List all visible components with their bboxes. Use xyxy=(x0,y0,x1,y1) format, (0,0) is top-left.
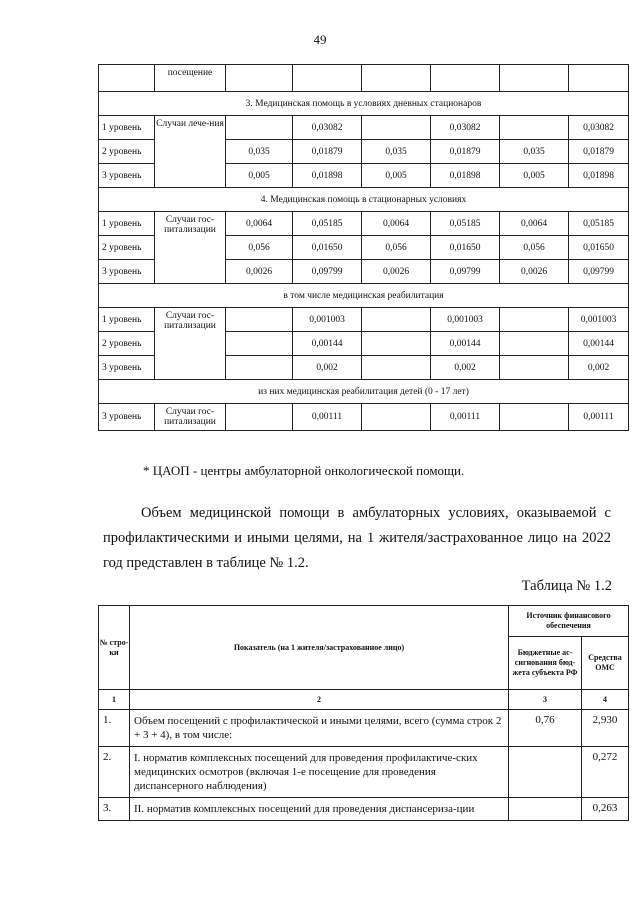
header-funding-source: Источник финансового обеспечения xyxy=(509,606,629,637)
column-index-row xyxy=(99,690,629,710)
table-row xyxy=(99,212,629,236)
value-cell: 0,0064 xyxy=(226,212,293,236)
value-cell xyxy=(500,404,569,431)
section-header-row xyxy=(99,188,629,212)
row-number: 3. xyxy=(99,798,130,821)
budget-value xyxy=(509,747,582,798)
level-cell: 3 уровень xyxy=(99,260,155,284)
value-cell: 0,035 xyxy=(500,140,569,164)
table-row xyxy=(99,116,629,140)
page-number: 49 xyxy=(313,32,327,47)
value-cell: 0,01879 xyxy=(569,140,629,164)
value-cell: 0,09799 xyxy=(431,260,500,284)
level-cell: 1 уровень xyxy=(99,308,155,332)
category-cell: посещение xyxy=(155,65,226,92)
value-cell: 0,0064 xyxy=(500,212,569,236)
level-cell: 3 уровень xyxy=(99,356,155,380)
value-cell: 0,01879 xyxy=(293,140,362,164)
oms-value: 0,272 xyxy=(582,747,629,798)
oms-value: 0,263 xyxy=(582,798,629,821)
value-cell xyxy=(500,65,569,92)
row-number: 1. xyxy=(99,710,130,747)
value-cell: 0,09799 xyxy=(293,260,362,284)
header-oms: Средства ОМС xyxy=(582,637,629,690)
section-header-row xyxy=(99,284,629,308)
value-cell: 0,002 xyxy=(293,356,362,380)
category-cell: Случаи гос-питализации xyxy=(155,404,226,431)
value-cell: 0,056 xyxy=(226,236,293,260)
value-cell: 0,0064 xyxy=(362,212,431,236)
category-cell: Случаи гос-питализации xyxy=(155,212,226,284)
level-cell: 3 уровень xyxy=(99,404,155,431)
value-cell: 0,01898 xyxy=(293,164,362,188)
value-cell: 0,002 xyxy=(569,356,629,380)
level-cell: 1 уровень xyxy=(99,116,155,140)
empty-cell xyxy=(99,65,155,92)
value-cell: 0,05185 xyxy=(569,212,629,236)
value-cell xyxy=(362,116,431,140)
value-cell xyxy=(500,116,569,140)
value-cell: 0,00144 xyxy=(293,332,362,356)
value-cell: 0,01650 xyxy=(293,236,362,260)
budget-value xyxy=(509,798,582,821)
value-cell xyxy=(362,308,431,332)
value-cell: 0,00144 xyxy=(431,332,500,356)
section-title: из них медицинская реабилитация детей (0 - 17 лет) xyxy=(99,380,629,404)
value-cell xyxy=(362,356,431,380)
column-index: 4 xyxy=(582,690,629,710)
table-row xyxy=(99,798,629,821)
section-title: 3. Медицинская помощь в условиях дневных стационаров xyxy=(99,92,629,116)
body-paragraph xyxy=(103,501,611,576)
value-cell: 0,00144 xyxy=(569,332,629,356)
budget-value: 0,76 xyxy=(509,710,582,747)
value-cell xyxy=(569,65,629,92)
header-budget: Бюджетные ас-сигнования бюд-жета субъекта РФ xyxy=(509,637,582,690)
value-cell xyxy=(226,332,293,356)
value-cell: 0,035 xyxy=(226,140,293,164)
level-cell: 3 уровень xyxy=(99,164,155,188)
section-header-row xyxy=(99,92,629,116)
value-cell xyxy=(500,308,569,332)
value-cell xyxy=(226,404,293,431)
value-cell: 0,00111 xyxy=(293,404,362,431)
value-cell xyxy=(431,65,500,92)
value-cell: 0,005 xyxy=(500,164,569,188)
value-cell: 0,01879 xyxy=(431,140,500,164)
paragraph-text: Объем медицинской помощи в амбулаторных условиях, оказываемой с профилактическими и иными целями, на 1 жителя/застрахованное лицо на 2022 год представлен в таблице № 1.2. xyxy=(103,505,611,571)
value-cell: 0,056 xyxy=(500,236,569,260)
level-cell: 2 уровень xyxy=(99,236,155,260)
value-cell: 0,01898 xyxy=(431,164,500,188)
volume-table-continuation xyxy=(98,64,629,431)
header-indicator: Показатель (на 1 жителя/застрахованное лицо) xyxy=(130,606,509,690)
value-cell: 0,001003 xyxy=(293,308,362,332)
value-cell: 0,09799 xyxy=(569,260,629,284)
column-index: 1 xyxy=(99,690,130,710)
indicator-text: I. норматив комплексных посещений для проведения профилактиче-ских медицинских осмотров (включая 1-е посещение для проведения диспансерного наблюдения) xyxy=(130,747,509,798)
section-title: в том числе медицинская реабилитация xyxy=(99,284,629,308)
value-cell: 0,001003 xyxy=(431,308,500,332)
section-title: 4. Медицинская помощь в стационарных условиях xyxy=(99,188,629,212)
value-cell: 0,0026 xyxy=(226,260,293,284)
table-row xyxy=(99,65,629,92)
table-row xyxy=(99,308,629,332)
footnote: * ЦАОП - центры амбулаторной онкологической помощи. xyxy=(143,463,465,478)
value-cell: 0,03082 xyxy=(293,116,362,140)
value-cell: 0,05185 xyxy=(431,212,500,236)
value-cell: 0,01898 xyxy=(569,164,629,188)
value-cell xyxy=(226,116,293,140)
level-cell: 2 уровень xyxy=(99,332,155,356)
value-cell: 0,01650 xyxy=(431,236,500,260)
value-cell: 0,03082 xyxy=(431,116,500,140)
table-1-2 xyxy=(98,605,629,821)
table-row xyxy=(99,747,629,798)
value-cell: 0,00111 xyxy=(569,404,629,431)
value-cell: 0,056 xyxy=(362,236,431,260)
value-cell: 0,005 xyxy=(362,164,431,188)
category-cell: Случаи лече-ния xyxy=(155,116,226,188)
indicator-text: Объем посещений с профилактической и иными целями, всего (сумма строк 2 + 3 + 4), в том числе: xyxy=(130,710,509,747)
level-cell: 2 уровень xyxy=(99,140,155,164)
value-cell: 0,01650 xyxy=(569,236,629,260)
category-cell: Случаи гос-питализации xyxy=(155,308,226,380)
level-cell: 1 уровень xyxy=(99,212,155,236)
table-row xyxy=(99,404,629,431)
value-cell: 0,03082 xyxy=(569,116,629,140)
value-cell xyxy=(362,65,431,92)
value-cell xyxy=(362,332,431,356)
value-cell: 0,0026 xyxy=(500,260,569,284)
value-cell: 0,005 xyxy=(226,164,293,188)
value-cell: 0,05185 xyxy=(293,212,362,236)
indicator-text: II. норматив комплексных посещений для проведения диспансеризa-ции xyxy=(130,798,509,821)
value-cell: 0,00111 xyxy=(431,404,500,431)
header-row-number: № стро-ки xyxy=(99,606,130,690)
value-cell: 0,0026 xyxy=(362,260,431,284)
value-cell: 0,035 xyxy=(362,140,431,164)
column-index: 3 xyxy=(509,690,582,710)
table-row xyxy=(99,710,629,747)
row-number: 2. xyxy=(99,747,130,798)
value-cell xyxy=(500,356,569,380)
value-cell xyxy=(226,65,293,92)
column-index: 2 xyxy=(130,690,509,710)
value-cell xyxy=(500,332,569,356)
value-cell xyxy=(226,356,293,380)
value-cell xyxy=(293,65,362,92)
value-cell: 0,002 xyxy=(431,356,500,380)
value-cell xyxy=(226,308,293,332)
value-cell: 0,001003 xyxy=(569,308,629,332)
table-caption: Таблица № 1.2 xyxy=(521,578,612,594)
section-header-row xyxy=(99,380,629,404)
value-cell xyxy=(362,404,431,431)
oms-value: 2,930 xyxy=(582,710,629,747)
